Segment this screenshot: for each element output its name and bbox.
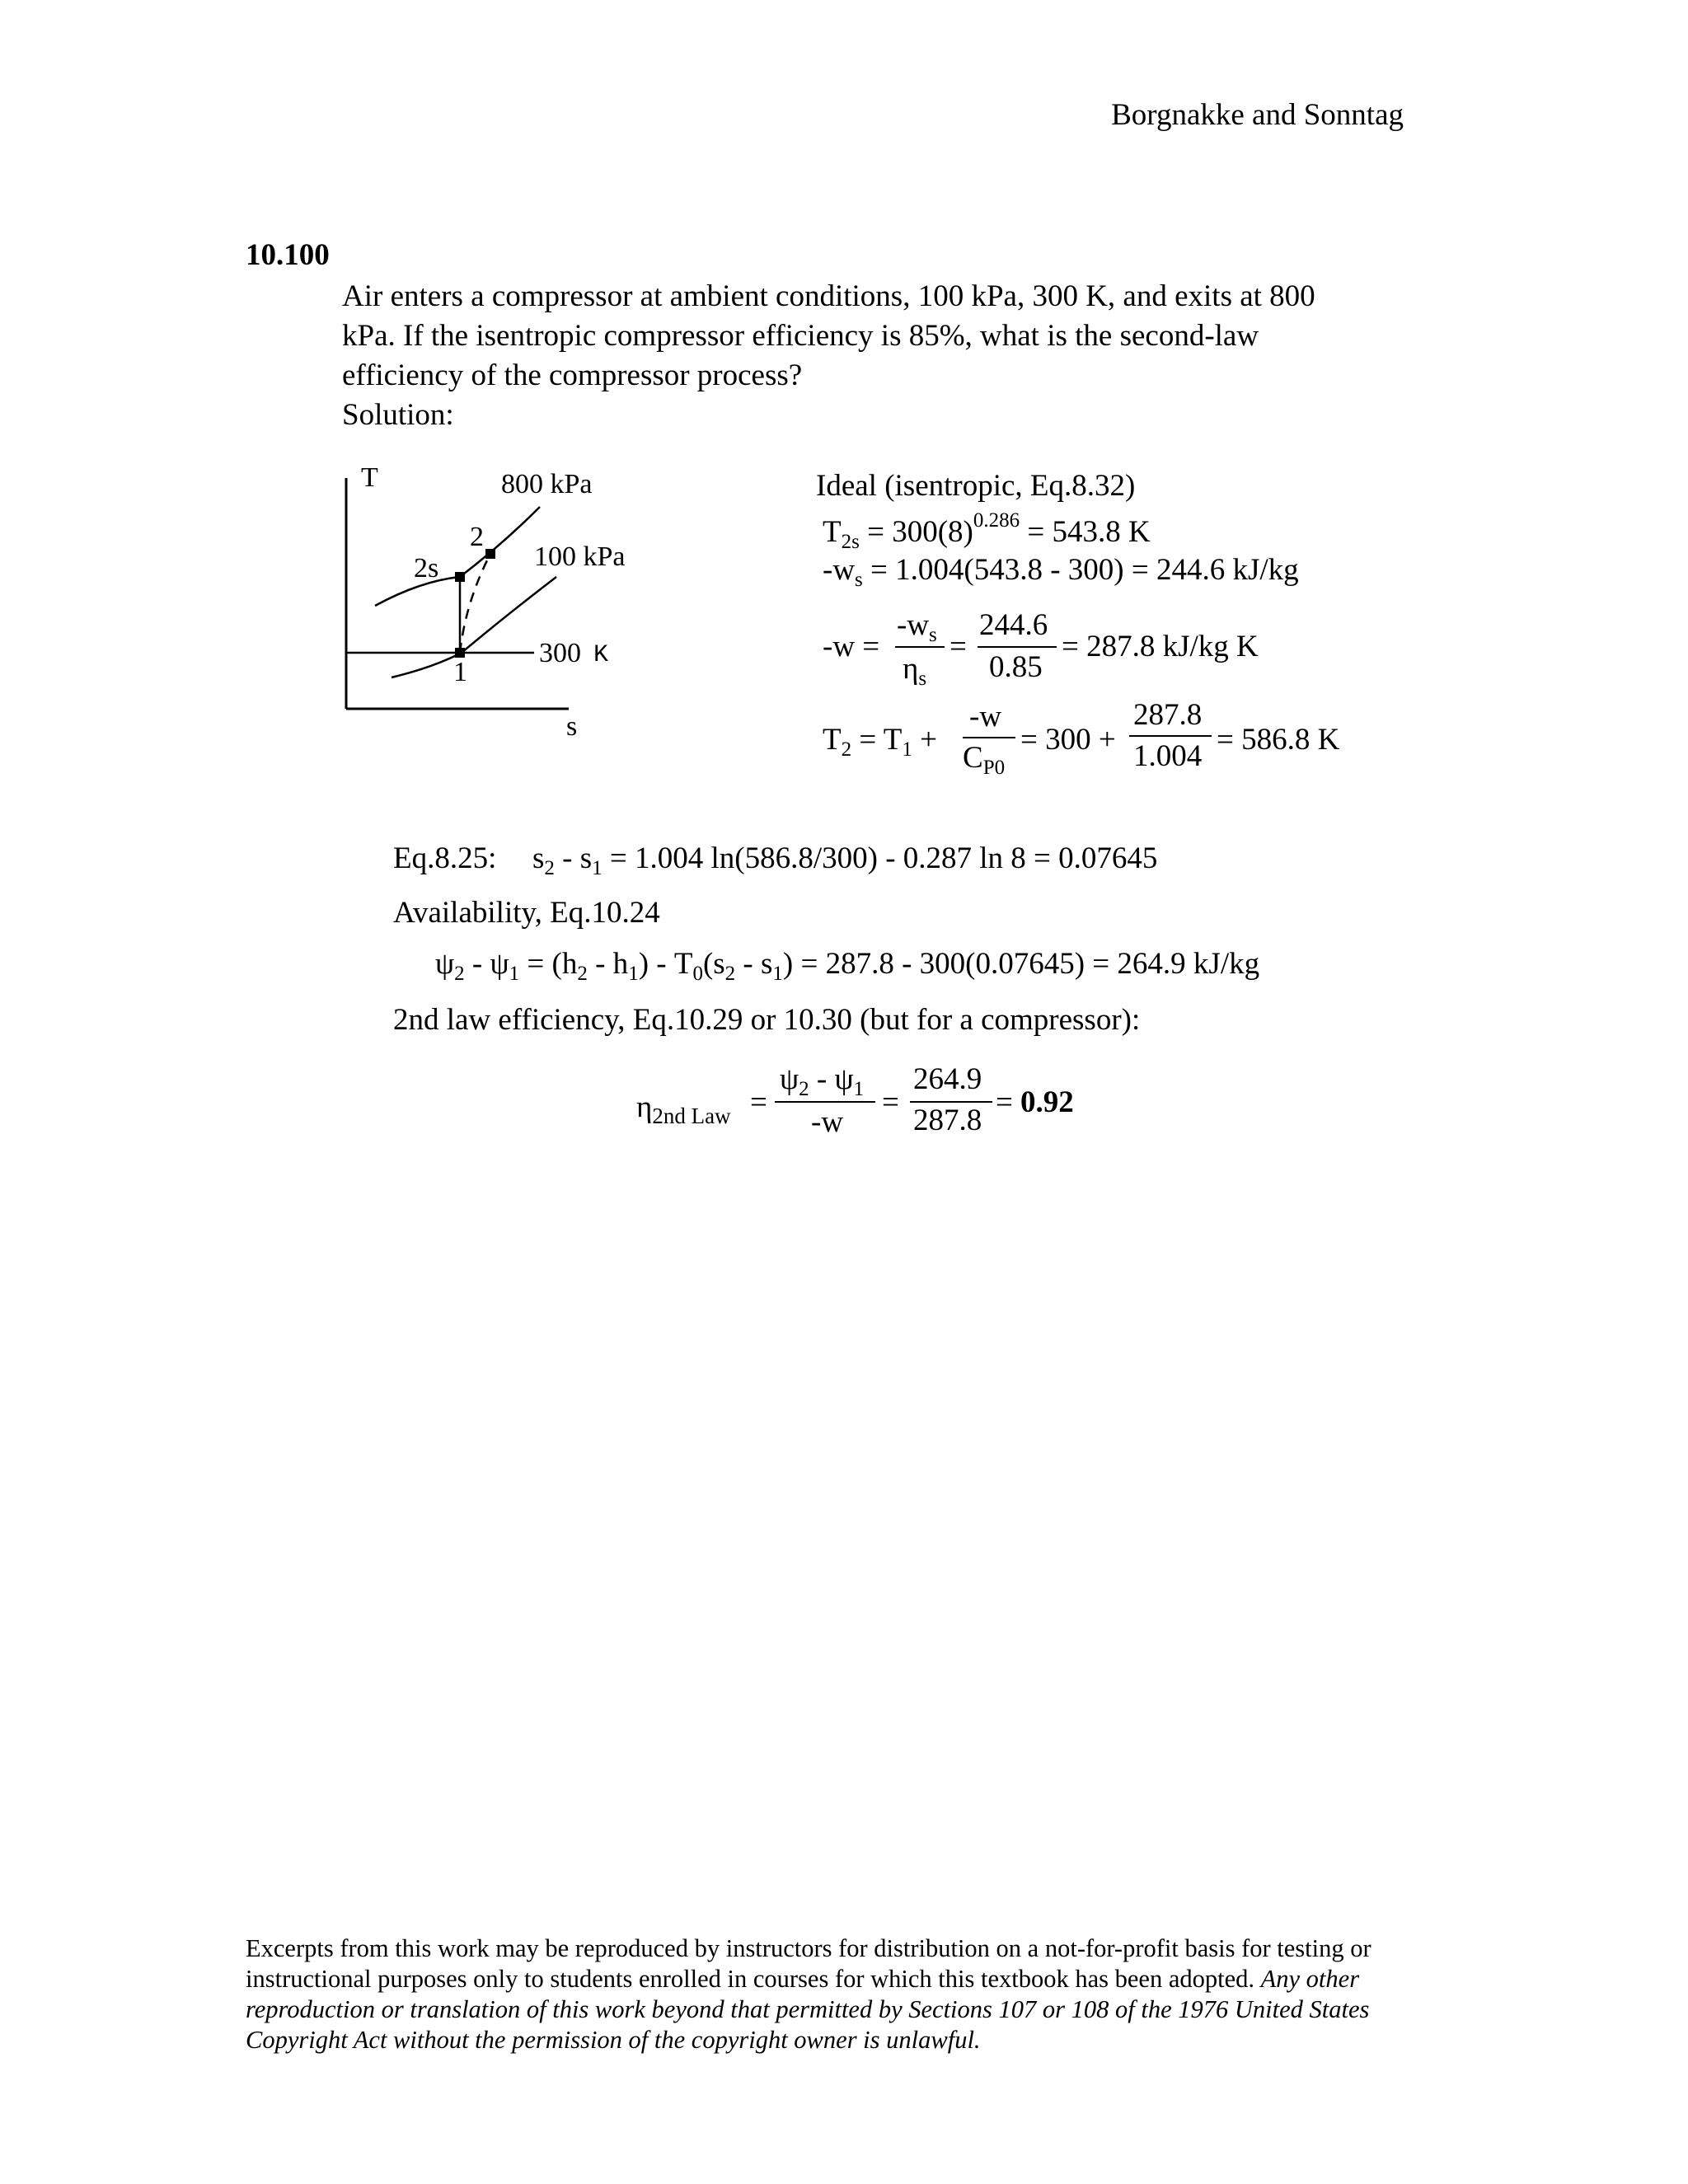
t2-frac2-den: 1.004	[1133, 739, 1203, 773]
w-frac1-line	[895, 646, 945, 648]
problem-line: Air enters a compressor at ambient conditions, 100 kPa, 300 K, and exits at 800	[342, 279, 1315, 313]
second-law-heading: 2nd law efficiency, Eq.10.29 or 10.30 (but for a compressor):	[393, 1003, 1141, 1037]
t2-frac2-num: 287.8	[1133, 698, 1203, 732]
w-frac2-line	[978, 646, 1057, 648]
eff-frac1-num: $\psi_2 - \psi_1$	[780, 1062, 865, 1100]
w-eq1: =	[950, 630, 967, 663]
entropy-equation: $s_2 - s_1 = 1.004$ ln(586.8/300) - 0.287 ln 8 = 0.07645	[532, 841, 1158, 879]
s-axis-label: s	[566, 711, 578, 742]
t2-frac1-den: $C_{P0}$	[963, 741, 1006, 779]
problem-line: kPa. If the isentropic compressor efficiency is 85%, what is the second-law	[342, 319, 1259, 353]
ideal-heading: Ideal (isentropic, Eq.8.32)	[816, 469, 1136, 503]
isobar-100	[392, 577, 556, 677]
w-frac2-num: 244.6	[979, 608, 1048, 642]
problem-statement	[342, 277, 1315, 435]
eff-frac2-num: 264.9	[913, 1062, 982, 1096]
eff-eq3: =	[996, 1085, 1013, 1119]
temp-value-label: 300	[539, 638, 581, 668]
w-lhs: -w =	[823, 630, 880, 663]
point-2-label: 2	[470, 522, 484, 552]
t2s-equation: $T_{2s} = 300(8)^{0.286} = 543.8$ K	[823, 509, 1151, 553]
t2-frac2-line	[1129, 735, 1212, 737]
eta-second-law: $\eta_{2nd Law}$	[636, 1090, 731, 1128]
problem-line: efficiency of the compressor process?	[342, 359, 803, 392]
ws-equation: $-w_s = 1.004(543.8 - 300) = 244.6$ kJ/kg	[823, 553, 1299, 591]
t2-frac1-num: -w	[969, 700, 1002, 733]
point-2s-label: 2s	[414, 553, 439, 583]
w-frac1-num: $-w_s$	[897, 608, 937, 646]
eff-eq2: =	[882, 1085, 899, 1119]
t2-frac1-line	[963, 737, 1015, 738]
copyright-notice: Excerpts from this work may be reproduced by instructors for distribution on a not-for-profit basis for testing or instructional purposes only to students enrolled in courses for which this textbook has been adopted. Any other reproduction or translation of this work beyond that permitted by Sections 107 or 108 of the 1976 United States Copyright Act without the permission of the copyright owner is unlawful.	[246, 1934, 1372, 2054]
t2-lhs: $T_2 = T_1$ +	[823, 723, 938, 761]
p-high-label: 800 kPa	[501, 469, 593, 499]
state-point-2	[485, 549, 495, 559]
temp-unit-label: K	[593, 641, 609, 669]
point-1-label: 1	[453, 657, 467, 687]
eff-frac1-den: -w	[811, 1105, 844, 1139]
w-rhs: = 287.8 kJ/kg K	[1062, 630, 1259, 663]
availability-equation: $\psi_2 - \psi_1 = (h_2 - h_1) - T_0(s_2 - s_1) = 287.8 - 300(0.07645) = 264.9$ kJ/kg	[435, 947, 1260, 985]
eff-result: 0.92	[1020, 1085, 1074, 1119]
header-authors: Borgnakke and Sonntag	[1111, 98, 1404, 132]
state-point-2s	[455, 572, 465, 582]
eff-frac2-den: 287.8	[913, 1104, 982, 1137]
t2-rhs: = 586.8 K	[1217, 723, 1340, 757]
entropy-label: Eq.8.25:	[393, 841, 497, 875]
availability-heading: Availability, Eq.10.24	[393, 896, 660, 930]
p-low-label: 100 kPa	[534, 541, 626, 572]
t-axis-label: T	[361, 462, 378, 493]
t2-eq: = 300 +	[1020, 723, 1116, 757]
problem-number: 10.100	[246, 238, 330, 272]
w-frac2-den: 0.85	[989, 650, 1043, 684]
eff-frac1-line	[775, 1101, 875, 1103]
w-frac1-den: $\eta_s$	[903, 652, 927, 690]
solution-label: Solution:	[342, 398, 454, 432]
ts-diagram	[330, 462, 676, 742]
eff-eq1: =	[750, 1085, 767, 1119]
isobar-800	[375, 507, 540, 606]
actual-process-line	[460, 554, 490, 653]
